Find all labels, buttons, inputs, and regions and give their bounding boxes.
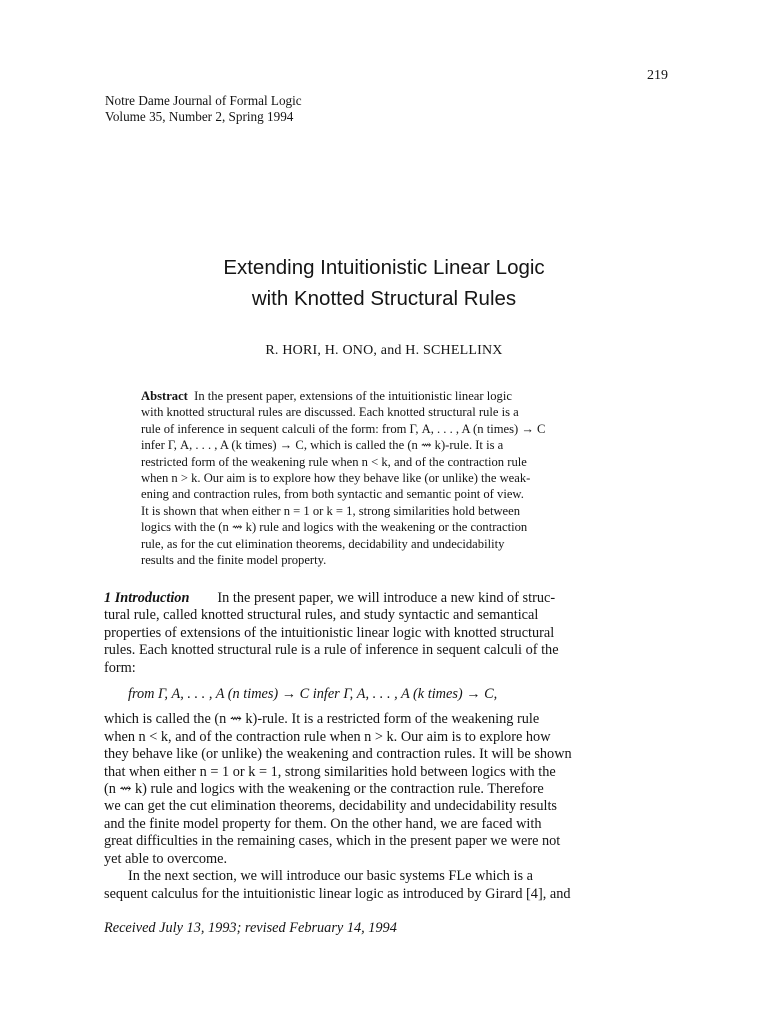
intro-line: (n ⇝ k) rule and logics with the weakening or the contraction rule. Therefore: [104, 781, 544, 798]
intro-line: and the finite model property for them. On the other hand, we are faced with: [104, 815, 542, 832]
abstract-line: restricted form of the weakening rule when n < k, and of the contraction rule: [141, 454, 527, 469]
intro-line: they behave like (or unlike) the weakening and contraction rules. It will be shown: [104, 746, 572, 763]
intro-line: that when either n = 1 or k = 1, strong similarities hold between logics with the: [104, 763, 556, 780]
display-formula: from Γ, A, . . . , A (n times) → C infer Γ, A, . . . , A (k times) → C,: [128, 686, 498, 703]
intro-line: great difficulties in the remaining cases, which in the present paper we were not: [104, 833, 561, 850]
intro-paragraph-2: [104, 711, 664, 868]
abstract-line: results and the finite model property.: [141, 553, 327, 568]
journal-info: [105, 93, 302, 124]
received-dates: Received July 13, 1993; revised February 14, 1994: [104, 920, 397, 936]
section-heading: 1 Introduction: [104, 590, 190, 606]
abstract-line: It is shown that when either n = 1 or k = 1, strong similarities hold between: [141, 503, 521, 518]
title-line-1: Extending Intuitionistic Linear Logic: [223, 256, 545, 279]
page-number: 219: [647, 68, 668, 83]
abstract-line: infer Γ, A, . . . , A (k times) → C, which is called the (n ⇝ k)-rule. It is a: [141, 438, 504, 453]
intro-line: when n < k, and of the contraction rule when n > k. Our aim is to explore how: [104, 728, 551, 745]
intro-line: form:: [104, 659, 136, 676]
abstract: [141, 388, 629, 568]
intro-line: properties of extensions of the intuitionistic linear logic with knotted structural: [104, 624, 555, 641]
intro-paragraph-3: [104, 868, 664, 903]
authors: R. HORI, H. ONO, and H. SCHELLINX: [265, 343, 503, 358]
paper-title: [0, 252, 768, 314]
abstract-line: with knotted structural rules are discussed. Each knotted structural rule is a: [141, 405, 519, 420]
intro-line: rules. Each knotted structural rule is a rule of inference in sequent calculi of the: [104, 642, 559, 659]
abstract-label: Abstract: [141, 389, 188, 403]
intro-line: tural rule, called knotted structural rules, and study syntactic and semantical: [104, 607, 539, 624]
introduction-section: [104, 590, 664, 903]
journal-name: Notre Dame Journal of Formal Logic: [105, 93, 302, 108]
title-line-2: with Knotted Structural Rules: [251, 287, 517, 310]
abstract-line: when n > k. Our aim is to explore how they behave like (or unlike) the weak-: [141, 471, 531, 486]
intro-line: 1 Introduction In the present paper, we will introduce a new kind of struc-: [104, 590, 556, 606]
abstract-line: ening and contraction rules, from both syntactic and semantic point of view.: [141, 487, 524, 502]
abstract-line: logics with the (n ⇝ k) rule and logics with the weakening or the contraction: [141, 520, 528, 535]
intro-paragraph-1: [104, 590, 664, 677]
intro-line: yet able to overcome.: [104, 850, 228, 867]
abstract-line: rule, as for the cut elimination theorems, decidability and undecidability: [141, 536, 505, 551]
intro-line: which is called the (n ⇝ k)-rule. It is a restricted form of the weakening rule: [104, 711, 540, 728]
intro-line: we can get the cut elimination theorems, decidability and undecidability results: [104, 798, 557, 815]
abstract-line: rule of inference in sequent calculi of the form: from Γ, A, . . . , A (n times) → C: [141, 421, 546, 436]
abstract-line: Abstract In the present paper, extensions of the intuitionistic linear logic: [141, 389, 512, 403]
intro-line: In the next section, we will introduce our basic systems FLe which is a: [128, 868, 533, 885]
journal-volume: Volume 35, Number 2, Spring 1994: [105, 108, 294, 124]
intro-line: sequent calculus for the intuitionistic linear logic as introduced by Girard [4], and: [104, 885, 571, 902]
